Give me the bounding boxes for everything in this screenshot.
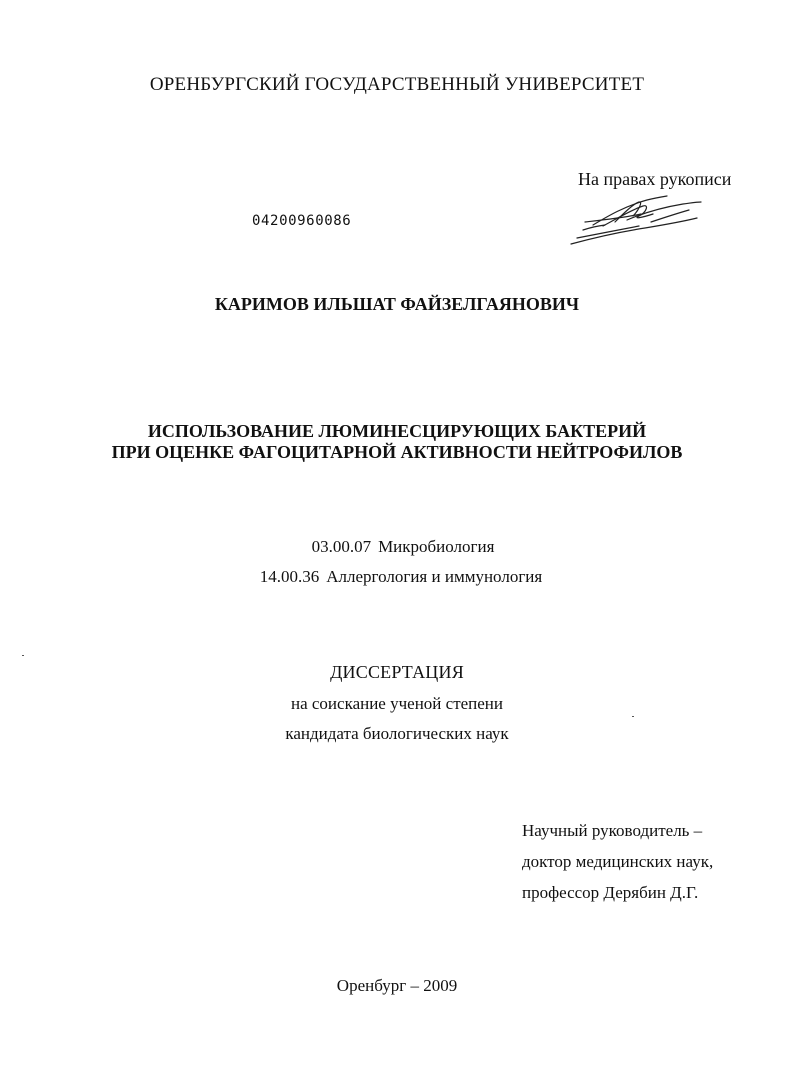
- specialty-code-1: 03.00.07: [311, 537, 372, 556]
- specialty-line-2: [4, 567, 794, 587]
- signature-icon: [563, 192, 705, 248]
- supervisor-role: Научный руководитель –: [522, 821, 703, 840]
- specialty-line-1: [6, 537, 794, 557]
- specialty-code-2: 14.00.36: [259, 567, 320, 586]
- supervisor-name: профессор Дерябин Д.Г.: [522, 883, 699, 902]
- author-name: КАРИМОВ ИЛЬШАТ ФАЙЗЕЛГАЯНОВИЧ: [214, 294, 580, 314]
- specialty-name-1: Микробиология: [378, 537, 495, 556]
- degree-line-1: на соискание ученой степени: [290, 694, 504, 713]
- supervisor-degree: доктор медицинских наук,: [522, 852, 714, 871]
- university-name: ОРЕНБУРГСКИЙ ГОСУДАРСТВЕННЫЙ УНИВЕРСИТЕТ: [149, 74, 645, 95]
- dissertation-title-line-1: ИСПОЛЬЗОВАНИЕ ЛЮМИНЕСЦИРУЮЩИХ БАКТЕРИЙ: [147, 421, 647, 441]
- dissertation-title-line-2: ПРИ ОЦЕНКЕ ФАГОЦИТАРНОЙ АКТИВНОСТИ НЕЙТРОФИЛОВ: [111, 442, 683, 462]
- document-type: ДИССЕРТАЦИЯ: [330, 662, 464, 682]
- degree-line-2: кандидата биологических наук: [285, 724, 509, 743]
- scan-speck: [632, 716, 634, 717]
- inventory-number: 04200960086: [252, 213, 352, 229]
- scan-speck: [22, 655, 24, 656]
- city-year: Оренбург – 2009: [336, 976, 458, 995]
- specialty-name-2: Аллергология и иммунология: [326, 567, 543, 586]
- manuscript-rights-note: На правах рукописи: [578, 169, 732, 189]
